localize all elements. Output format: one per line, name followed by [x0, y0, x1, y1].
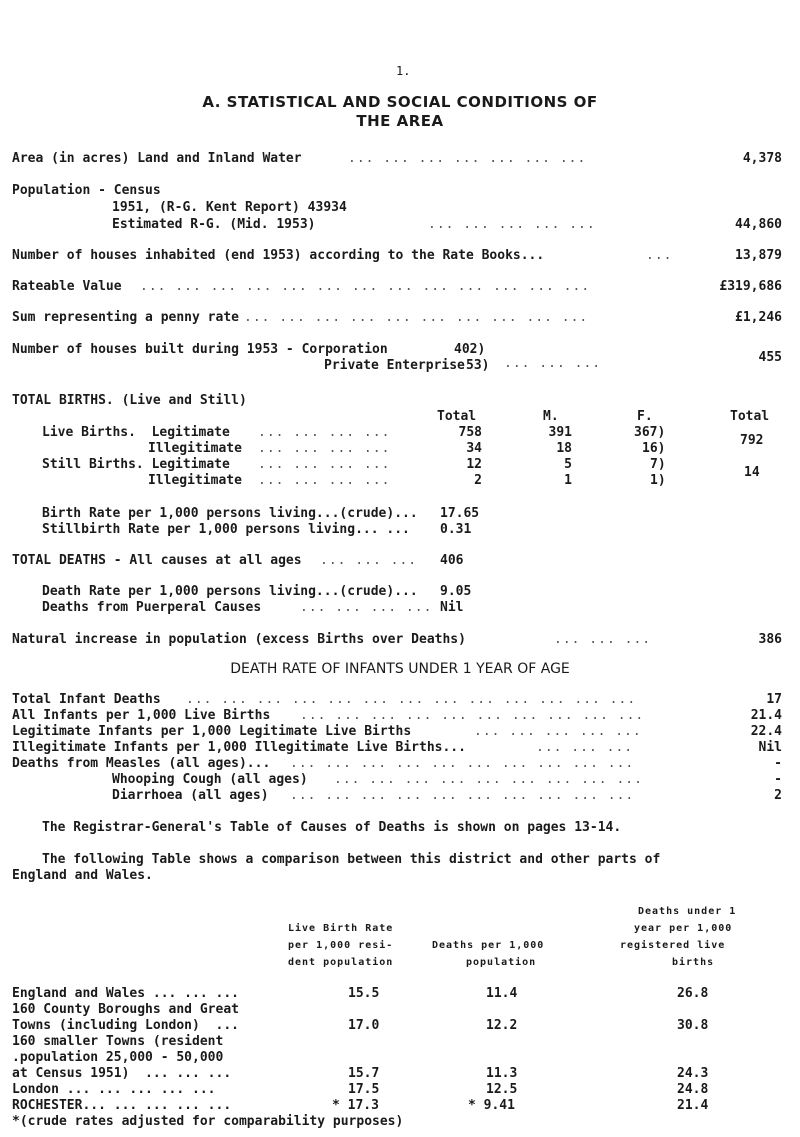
comparison-infant-rate: 30.8	[677, 1018, 709, 1033]
births-row-label: Illegitimate	[148, 441, 242, 456]
comparison-infant-rate: 24.3	[677, 1066, 709, 1081]
population-heading: Population - Census	[12, 183, 161, 198]
comparison-death-rate: 11.4	[486, 986, 518, 1001]
comparison-row-label: Towns (including London) ...	[12, 1018, 239, 1033]
rateable-value: £319,686	[719, 279, 782, 294]
houses-built-private: 53)	[466, 358, 490, 373]
leader-dots: ... ... ... ...	[258, 457, 391, 472]
houses-built-corporation: 402)	[454, 342, 486, 357]
infant-row-label: Legitimate Infants per 1,000 Legitimate Live Births	[12, 724, 412, 739]
puerperal-deaths-value: Nil	[440, 600, 464, 615]
death-rate-label: Death Rate per 1,000 persons living...(crude)...	[42, 584, 418, 599]
births-row-m: 18	[556, 441, 572, 456]
page-subtitle: THE AREA	[356, 112, 444, 130]
births-row-f: 7)	[650, 457, 666, 472]
birth-rate-label: Birth Rate per 1,000 persons living...(crude)...	[42, 506, 418, 521]
births-row-label: Live Births. Legitimate	[42, 425, 230, 440]
comparison-birth-rate: 15.7	[348, 1066, 380, 1081]
total-deaths-value: 406	[440, 553, 464, 568]
births-header-total: Total	[437, 409, 477, 424]
stillbirth-rate-label: Stillbirth Rate per 1,000 persons living... ...	[42, 522, 410, 537]
leader-dots: ... ... ... ...	[258, 425, 391, 440]
comparison-row-label: ROCHESTER... ... ... ... ...	[12, 1098, 232, 1113]
leader-dots: ... ... ... ... ... ... ... ... ... ... ... ... ...	[140, 279, 591, 294]
leader-dots: ... ... ... ... ...	[428, 217, 596, 232]
leader-dots: ... ... ...	[554, 632, 652, 647]
comparison-intro: The following Table shows a comparison between this district and other parts of	[42, 852, 661, 867]
col-header-birth-rate-3: dent population	[288, 957, 394, 968]
leader-dots: ... ... ... ...	[258, 473, 391, 488]
houses-inhabited-label: Number of houses inhabited (end 1953) according to the Rate Books...	[12, 248, 545, 263]
leader-dots: ... ... ...	[504, 356, 602, 371]
col-header-birth-rate-2: per 1,000 resi-	[288, 940, 394, 951]
col-header-death-rate-1: Deaths per 1,000	[432, 940, 545, 951]
col-header-birth-rate-1: Live Birth Rate	[288, 923, 394, 934]
penny-rate-label: Sum representing a penny rate	[12, 310, 239, 325]
page-title: A. STATISTICAL AND SOCIAL CONDITIONS OF	[202, 93, 598, 111]
comparison-death-rate: 12.2	[486, 1018, 518, 1033]
births-row-f: 16)	[642, 441, 666, 456]
leader-dots: ... ... ... ...	[300, 600, 433, 615]
infant-row-value: Nil	[758, 740, 782, 755]
infant-row-value: 17	[766, 692, 782, 707]
comparison-infant-rate: 24.8	[677, 1082, 709, 1097]
leader-dots: ... ... ... ... ... ... ...	[348, 151, 587, 166]
area-value: 4,378	[742, 151, 782, 166]
comparison-birth-rate: 15.5	[348, 986, 380, 1001]
infant-row-value: 21.4	[750, 708, 782, 723]
leader-dots: ... ... ... ... ... ... ... ... ...	[334, 772, 643, 787]
leader-dots: ... ... ... ... ... ... ... ... ... ...	[244, 310, 589, 325]
leader-dots: ... ... ... ... ... ... ... ... ... ...	[300, 708, 645, 723]
comparison-birth-rate: 17.5	[348, 1082, 380, 1097]
infant-row-label: Deaths from Measles (all ages)...	[12, 756, 271, 771]
comparison-birth-rate: 17.0	[348, 1018, 380, 1033]
births-row-total: 2	[474, 473, 482, 488]
infant-row-label: Illegitimate Infants per 1,000 Illegitimate Live Births...	[12, 740, 466, 755]
infant-death-rate-heading: DEATH RATE OF INFANTS UNDER 1 YEAR OF AGE	[230, 661, 570, 677]
births-row-m: 391	[548, 425, 572, 440]
comparison-intro-cont: England and Wales.	[12, 868, 153, 883]
rateable-value-label: Rateable Value	[12, 279, 122, 294]
col-header-death-rate-2: population	[466, 957, 537, 968]
registrar-note: The Registrar-General's Table of Causes of Deaths is shown on pages 13-14.	[42, 820, 622, 835]
comparison-row-label: at Census 1951) ... ... ...	[12, 1066, 232, 1081]
comparison-row-label: England and Wales ... ... ...	[12, 986, 239, 1001]
leader-dots: ...	[646, 248, 673, 263]
leader-dots: ... ... ... ...	[258, 441, 391, 456]
infant-row-value: -	[774, 756, 782, 771]
births-header-m: M.	[543, 409, 559, 424]
comparison-infant-rate: 21.4	[677, 1098, 709, 1113]
houses-built-private-label: Private Enterprise	[324, 358, 465, 373]
puerperal-deaths-label: Deaths from Puerperal Causes	[42, 600, 262, 615]
births-row-total: 12	[466, 457, 482, 472]
houses-built-total: 455	[758, 350, 782, 365]
infant-row-label: Diarrhoea (all ages)	[112, 788, 269, 803]
infant-row-value: -	[774, 772, 782, 787]
comparison-death-rate: 12.5	[486, 1082, 518, 1097]
comparison-death-rate: 11.3	[486, 1066, 518, 1081]
infant-row-label: Whooping Cough (all ages)	[112, 772, 308, 787]
infant-row-label: All Infants per 1,000 Live Births	[12, 708, 271, 723]
comparison-row-label: 160 smaller Towns (resident	[12, 1034, 224, 1049]
still-births-total: 14	[744, 465, 760, 480]
infant-row-value: 2	[774, 788, 782, 803]
comparison-death-rate: * 9.41	[468, 1098, 515, 1113]
population-census: 1951, (R-G. Kent Report) 43934	[112, 200, 347, 215]
infant-row-label: Total Infant Deaths	[12, 692, 161, 707]
population-estimated-value: 44,860	[735, 217, 782, 232]
leader-dots: ... ... ... ... ... ... ... ... ... ...	[290, 788, 635, 803]
comparison-row-label: London ... ... ... ... ...	[12, 1082, 216, 1097]
births-row-total: 34	[466, 441, 482, 456]
col-header-infant-2: year per 1,000	[634, 923, 733, 934]
total-deaths-label: TOTAL DEATHS - All causes at all ages	[12, 553, 302, 568]
live-births-total: 792	[740, 433, 764, 448]
col-header-infant-3: registered live	[620, 940, 726, 951]
natural-increase-label: Natural increase in population (excess Births over Deaths)	[12, 632, 466, 647]
comparison-birth-rate: * 17.3	[332, 1098, 379, 1113]
births-row-label: Illegitimate	[148, 473, 242, 488]
infant-row-value: 22.4	[750, 724, 782, 739]
birth-rate-value: 17.65	[440, 506, 480, 521]
leader-dots: ... ... ...	[320, 553, 418, 568]
penny-rate-value: £1,246	[735, 310, 782, 325]
leader-dots: ... ... ...	[536, 740, 634, 755]
death-rate-value: 9.05	[440, 584, 472, 599]
houses-inhabited-value: 13,879	[735, 248, 782, 263]
births-row-m: 5	[564, 457, 572, 472]
leader-dots: ... ... ... ... ...	[474, 724, 642, 739]
births-row-f: 1)	[650, 473, 666, 488]
births-row-f: 367)	[634, 425, 666, 440]
col-header-infant-4: births	[672, 957, 715, 968]
births-row-m: 1	[564, 473, 572, 488]
comparison-row-label: .population 25,000 - 50,000	[12, 1050, 224, 1065]
comparison-row-label: 160 County Boroughs and Great	[12, 1002, 239, 1017]
page-number: 1.	[396, 64, 411, 78]
houses-built-label: Number of houses built during 1953 - Corporation	[12, 342, 388, 357]
leader-dots: ... ... ... ... ... ... ... ... ... ... ... ... ...	[186, 692, 637, 707]
footnote: *(crude rates adjusted for comparability purposes)	[12, 1114, 404, 1129]
leader-dots: ... ... ... ... ... ... ... ... ... ...	[290, 756, 635, 771]
births-header-f: F.	[637, 409, 653, 424]
col-header-infant-1: Deaths under 1	[638, 906, 737, 917]
births-row-total: 758	[458, 425, 482, 440]
births-header-grand-total: Total	[730, 409, 770, 424]
births-heading: TOTAL BIRTHS. (Live and Still)	[12, 393, 247, 408]
comparison-infant-rate: 26.8	[677, 986, 709, 1001]
births-row-label: Still Births. Legitimate	[42, 457, 230, 472]
area-label: Area (in acres) Land and Inland Water	[12, 151, 302, 166]
natural-increase-value: 386	[758, 632, 782, 647]
stillbirth-rate-value: 0.31	[440, 522, 472, 537]
population-estimated-label: Estimated R-G. (Mid. 1953)	[112, 217, 316, 232]
